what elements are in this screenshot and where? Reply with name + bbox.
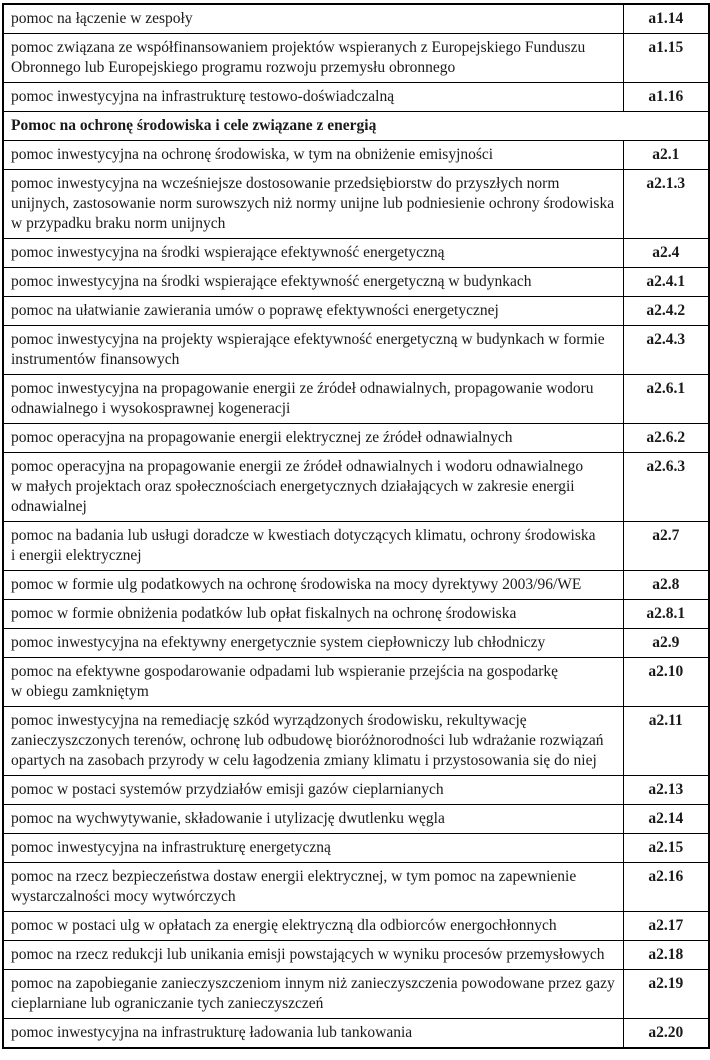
aid-description-cell: pomoc operacyjna na propagowanie energii elektrycznej ze źródeł odnawialnych — [3, 424, 623, 453]
table-row — [3, 912, 709, 941]
table-row — [3, 141, 709, 170]
table-row — [3, 326, 709, 375]
aid-code-cell: a2.16 — [623, 863, 709, 912]
aid-code-cell: a1.14 — [623, 4, 709, 34]
aid-description-cell: pomoc inwestycyjna na efektywny energetycznie system ciepłowniczy lub chłodniczy — [3, 629, 623, 658]
aid-description-cell: pomoc w formie obniżenia podatków lub opłat fiskalnych na ochronę środowiska — [3, 600, 623, 629]
table-row — [3, 453, 709, 522]
table-row — [3, 834, 709, 863]
aid-categories-table — [2, 3, 710, 1049]
aid-categories-table-body — [3, 4, 709, 1048]
aid-description-cell: pomoc na łączenie w zespoły — [3, 4, 623, 34]
aid-code-cell: a2.15 — [623, 834, 709, 863]
table-row — [3, 863, 709, 912]
aid-description-cell: pomoc inwestycyjna na wcześniejsze dostosowanie przedsiębiorstw do przyszłych norm unijnych, zastosowanie norm surowszych niż normy unijne lub podniesienie ochrony środowiska w przypadku braku norm unijnych — [3, 170, 623, 239]
aid-description-cell: pomoc w postaci systemów przydziałów emisji gazów cieplarnianych — [3, 776, 623, 805]
table-row — [3, 805, 709, 834]
aid-description-cell: pomoc inwestycyjna na infrastrukturę ładowania lub tankowania — [3, 1019, 623, 1049]
aid-description-cell: pomoc inwestycyjna na infrastrukturę testowo-doświadczalną — [3, 83, 623, 112]
aid-description-cell: pomoc inwestycyjna na ochronę środowiska, w tym na obniżenie emisyjności — [3, 141, 623, 170]
table-row — [3, 297, 709, 326]
table-row — [3, 776, 709, 805]
aid-code-cell: a2.20 — [623, 1019, 709, 1049]
aid-code-cell: a2.10 — [623, 658, 709, 707]
aid-description-cell: pomoc operacyjna na propagowanie energii ze źródeł odnawialnych i wodoru odnawialnego w małych projektach oraz społecznościach energetycznych działających w zakresie energii odnawialnej — [3, 453, 623, 522]
aid-description-cell: pomoc inwestycyjna na propagowanie energii ze źródeł odnawialnych, propagowanie wodoru odnawialnego i wysokosprawnej kogeneracji — [3, 375, 623, 424]
table-row — [3, 170, 709, 239]
table-row — [3, 658, 709, 707]
aid-code-cell: a2.11 — [623, 707, 709, 776]
aid-code-cell: a2.6.3 — [623, 453, 709, 522]
table-row — [3, 34, 709, 83]
aid-description-cell: pomoc na rzecz redukcji lub unikania emisji powstających w wyniku procesów przemysłowych — [3, 941, 623, 970]
table-row — [3, 83, 709, 112]
aid-code-cell: a2.14 — [623, 805, 709, 834]
aid-description-cell: pomoc w formie ulg podatkowych na ochronę środowiska na mocy dyrektywy 2003/96/WE — [3, 571, 623, 600]
aid-description-cell: pomoc na ułatwianie zawierania umów o poprawę efektywności energetycznej — [3, 297, 623, 326]
aid-code-cell: a2.13 — [623, 776, 709, 805]
aid-code-cell: a2.1.3 — [623, 170, 709, 239]
aid-code-cell: a2.7 — [623, 522, 709, 571]
aid-code-cell: a2.6.2 — [623, 424, 709, 453]
aid-code-cell: a2.18 — [623, 941, 709, 970]
table-row — [3, 424, 709, 453]
section-header-row — [3, 112, 709, 141]
table-row — [3, 522, 709, 571]
aid-description-cell: pomoc związana ze współfinansowaniem projektów wspieranych z Europejskiego Funduszu Obronnego lub Europejskiego programu rozwoju przemysłu obronnego — [3, 34, 623, 83]
aid-code-cell: a2.19 — [623, 970, 709, 1019]
aid-code-cell: a2.6.1 — [623, 375, 709, 424]
aid-code-cell: a2.17 — [623, 912, 709, 941]
aid-code-cell: a1.15 — [623, 34, 709, 83]
table-row — [3, 1019, 709, 1049]
aid-code-cell: a2.8.1 — [623, 600, 709, 629]
table-row — [3, 707, 709, 776]
table-row — [3, 268, 709, 297]
aid-code-cell: a2.4.2 — [623, 297, 709, 326]
aid-code-cell: a2.4.3 — [623, 326, 709, 375]
table-row — [3, 941, 709, 970]
aid-description-cell: pomoc inwestycyjna na środki wspierające efektywność energetyczną — [3, 239, 623, 268]
aid-description-cell: pomoc w postaci ulg w opłatach za energię elektryczną dla odbiorców energochłonnych — [3, 912, 623, 941]
aid-code-cell: a2.8 — [623, 571, 709, 600]
table-row — [3, 375, 709, 424]
aid-description-cell: pomoc inwestycyjna na infrastrukturę energetyczną — [3, 834, 623, 863]
table-row — [3, 629, 709, 658]
aid-description-cell: pomoc na zapobieganie zanieczyszczeniom innym niż zanieczyszczenia powodowane przez gazy cieplarniane lub ograniczanie tych zanieczyszczeń — [3, 970, 623, 1019]
aid-code-cell: a2.4 — [623, 239, 709, 268]
section-header-cell: Pomoc na ochronę środowiska i cele związane z energią — [3, 112, 709, 141]
aid-code-cell: a2.1 — [623, 141, 709, 170]
table-row — [3, 600, 709, 629]
aid-description-cell: pomoc na wychwytywanie, składowanie i utylizację dwutlenku węgla — [3, 805, 623, 834]
table-row — [3, 4, 709, 34]
table-row — [3, 239, 709, 268]
aid-description-cell: pomoc na rzecz bezpieczeństwa dostaw energii elektrycznej, w tym pomoc na zapewnienie wystarczalności mocy wytwórczych — [3, 863, 623, 912]
aid-description-cell: pomoc inwestycyjna na projekty wspierające efektywność energetyczną w budynkach w formie instrumentów finansowych — [3, 326, 623, 375]
aid-code-cell: a2.4.1 — [623, 268, 709, 297]
aid-description-cell: pomoc inwestycyjna na środki wspierające efektywność energetyczną w budynkach — [3, 268, 623, 297]
aid-code-cell: a2.9 — [623, 629, 709, 658]
aid-code-cell: a1.16 — [623, 83, 709, 112]
table-row — [3, 970, 709, 1019]
table-row — [3, 571, 709, 600]
aid-description-cell: pomoc na badania lub usługi doradcze w kwestiach dotyczących klimatu, ochrony środowiska i energii elektrycznej — [3, 522, 623, 571]
aid-description-cell: pomoc inwestycyjna na remediację szkód wyrządzonych środowisku, rekultywację zanieczyszczonych terenów, ochronę lub odbudowę bioróżnorodności lub wdrażanie rozwiązań opartych na zasobach przyrody w celu łagodzenia zmiany klimatu i przystosowania się do niej — [3, 707, 623, 776]
aid-description-cell: pomoc na efektywne gospodarowanie odpadami lub wspieranie przejścia na gospodarkę w obiegu zamkniętym — [3, 658, 623, 707]
